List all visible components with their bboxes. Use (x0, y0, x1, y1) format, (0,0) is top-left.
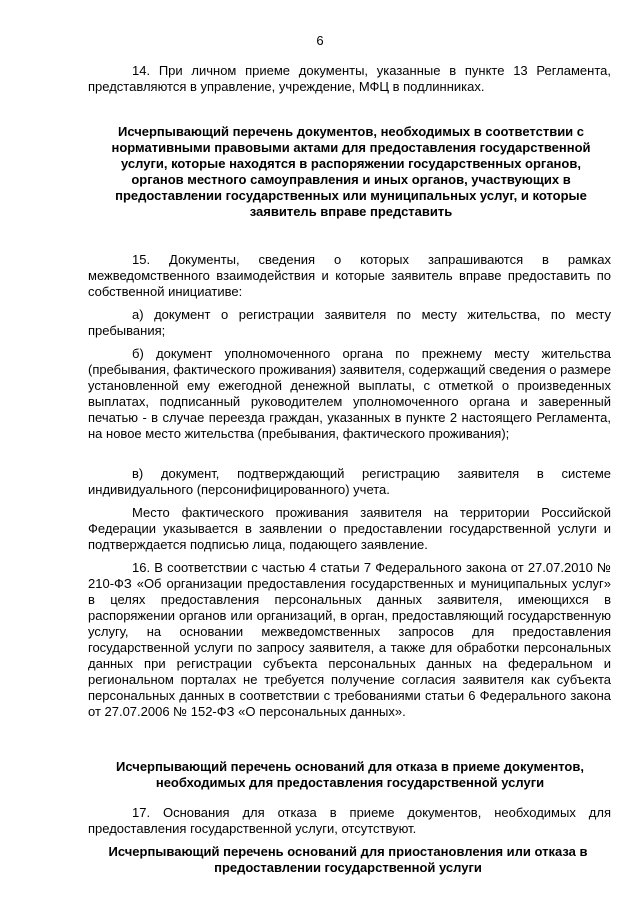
paragraph-14: 14. При личном приеме документы, указанные в пункте 13 Регламента, представляются в управление, учреждение, МФЦ в подлинниках. (88, 63, 611, 94)
paragraph-residence-note: Место фактического проживания заявителя на территории Российской Федерации указывается в заявлении о предоставлении государственной услуги и подтверждается подписью лица, подающего заявление. (88, 505, 611, 552)
paragraph-17: 17. Основания для отказа в приеме документов, необходимых для предоставления государственной услуги, отсутствуют. (88, 805, 611, 836)
paragraph-15: 15. Документы, сведения о которых запрашиваются в рамках межведомственного взаимодействия и которые заявитель вправе предоставить по собственной инициативе: (88, 252, 611, 299)
section-heading-suspension-refusal: Исчерпывающий перечень оснований для приостановления или отказа в предоставлении государственной услуги (108, 844, 588, 875)
page-number: 6 (316, 33, 324, 48)
paragraph-16: 16. В соответствии с частью 4 статьи 7 Федерального закона от 27.07.2010 № 210-ФЗ «Об организации предоставления государственных и муниципальных услуг» в целях предоставления персональных данных заявителя, имеющихся в распоряжении органов или организаций, в орган, предоставляющий государственную услугу, на основании межведомственных запросов для предоставления государственной услуги по запросу заявителя, а также для обработки персональных данных при регистрации субъекта персональных данных на федеральном и региональном порталах не требуется получение согласия заявителя как субъекта персональных данных в соответствии с требованиями статьи 6 Федерального закона от 27.07.2006 № 152-ФЗ «О персональных данных». (88, 560, 611, 719)
paragraph-15-c: в) документ, подтверждающий регистрацию заявителя в системе индивидуального (персонифицированного) учета. (88, 466, 611, 497)
section-heading-documents-list: Исчерпывающий перечень документов, необходимых в соответствии с нормативными правовыми актами для предоставления государственной услуги, которые находятся в распоряжении государственных органов, органов местного самоуправления и иных органов, участвующих в предоставлении государственных или муниципальных услуг, и которые заявитель вправе представить (111, 124, 591, 219)
section-heading-refusal-acceptance: Исчерпывающий перечень оснований для отказа в приеме документов, необходимых для предоставления государственной услуги (116, 759, 584, 790)
paragraph-15-b: б) документ уполномоченного органа по прежнему месту жительства (пребывания, фактического проживания) заявителя, содержащий сведения о размере установленной ему ежегодной денежной выплаты, с отметкой о произведенных выплатах, подписанный руководителем уполномоченного органа и заверенный печатью - в случае переезда граждан, указанных в пункте 2 настоящего Регламента, на новое место жительства (пребывания, фактического проживания); (88, 346, 611, 441)
paragraph-15-a: а) документ о регистрации заявителя по месту жительства, по месту пребывания; (88, 307, 611, 338)
